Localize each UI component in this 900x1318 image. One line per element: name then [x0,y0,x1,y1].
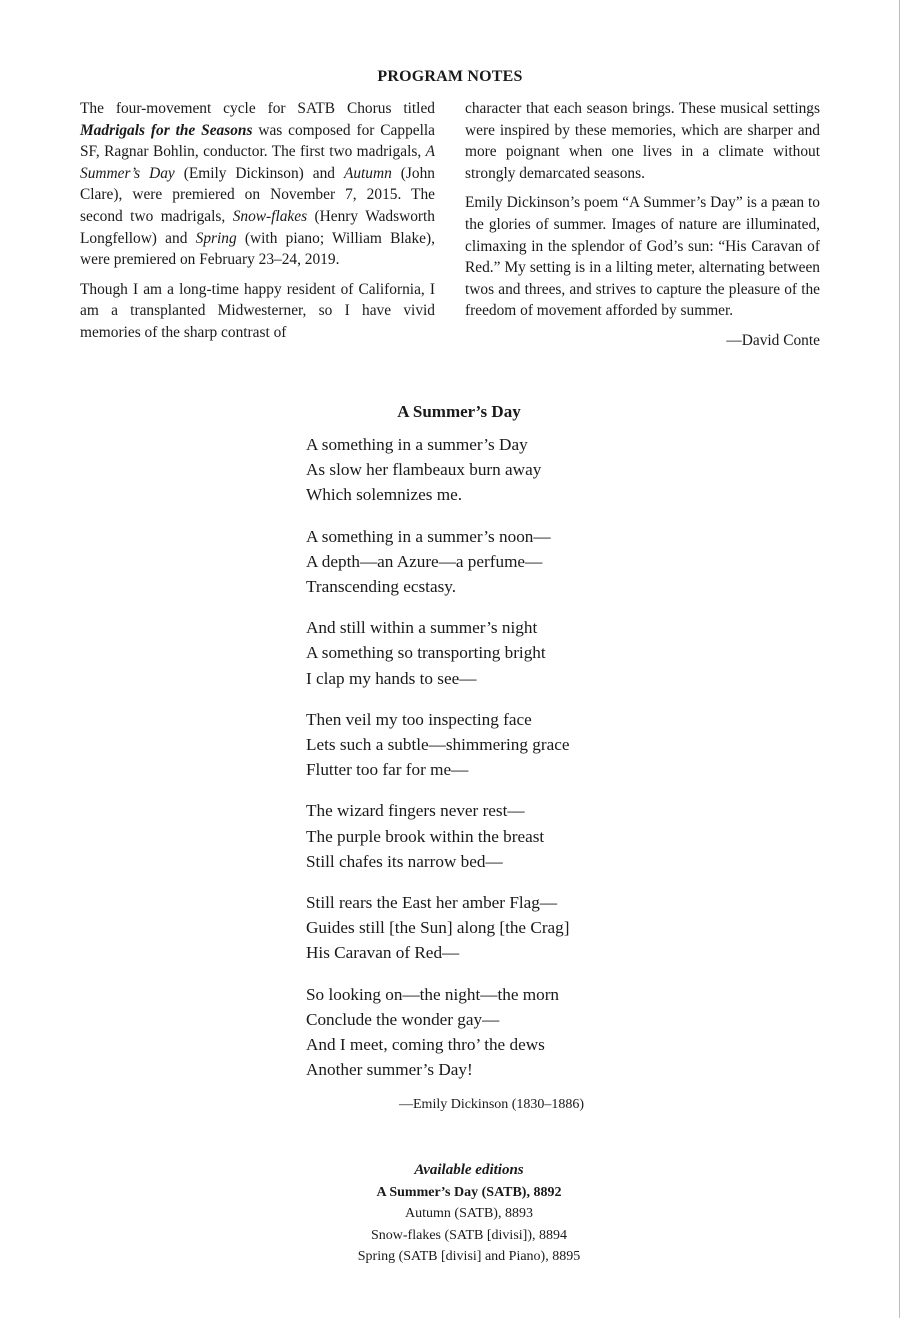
edition-featured: A Summer’s Day (SATB), 8892 [376,1184,562,1200]
poem-line: A something in a summer’s Day [306,435,528,454]
poem-stanza [306,707,570,783]
poem-line: And I meet, coming thro’ the dews [306,1035,545,1055]
notes-text-run: (Henry Wadsworth Longfellow) and [80,207,435,247]
poem-line: So looking on—the night—the morn [306,984,560,1004]
notes-text-run: (with piano; William Blake), were premiered on February 23–24, 2019. [80,229,435,269]
notes-text-run: A Summer’s Day [80,143,435,182]
notes-text-run: was composed for Cappella SF, Ragnar Bohlin, conductor. The first two madrigals, [80,121,435,161]
poem-line: A something in a summer’s noon— [306,526,551,546]
poem-line: Guides still [the Sun] along [the Crag] [306,918,570,938]
poem-line: Flutter too far for me— [306,760,469,780]
notes-text-run: Autumn [343,164,392,182]
poem-line: As slow her flambeaux burn away [306,460,542,480]
poem-line: The wizard fingers never rest— [306,801,525,821]
available-editions [0,1160,900,1268]
poem-body [306,432,570,1098]
notes-column-right [465,98,820,352]
poem-line: Then veil my too inspecting face [306,709,532,729]
notes-text-run: Snow-flakes [232,207,308,225]
poem-line: I clap my hands to see— [306,668,477,688]
poem-stanza [306,432,570,508]
poem-attribution: —Emily Dickinson (1830–1886) [399,1097,585,1112]
notes-paragraph-1 [80,98,435,271]
notes-paragraph-3: character that each season brings. These musical settings were inspired by these memories, which are sharper and more poignant when one lives in a climate without strongly demarcated seasons. [465,100,820,182]
poem-stanza [306,982,570,1083]
notes-signature: —David Conte [726,331,820,349]
poem-line: His Caravan of Red— [306,943,460,963]
poem-line: Which solemnizes me. [306,485,463,505]
poem-line: Another summer’s Day! [306,1060,473,1080]
edition-item: Autumn (SATB), 8893 [405,1206,533,1221]
poem-line: Still rears the East her amber Flag— [306,893,558,913]
poem-stanza [306,615,570,691]
poem-line: A something so transporting bright [306,643,546,663]
poem-line: A depth—an Azure—a perfume— [306,551,543,571]
poem-stanza [306,890,570,966]
poem-line: Lets such a subtle—shimmering grace [306,735,570,755]
poem-stanza [306,798,570,874]
notes-paragraph-2: Though I am a long-time happy resident of California, I am a transplanted Midwesterner, so I have vivid memories of the sharp contrast of [80,280,435,341]
notes-text-run: (Emily Dickinson) and [174,164,344,182]
notes-paragraph-4: Emily Dickinson’s poem “A Summer’s Day” is a pæan to the glories of summer. Images of nature are illuminated, climaxing in the splendor of God’s sun: “His Caravan of Red.” My setting is in a lilting meter, alternating between twos and threes, and strives to capture the pleasure of the freedom of movement afforded by summer. [465,194,820,320]
notes-text-run: Madrigals for the Seasons [80,121,253,139]
program-notes-heading: PROGRAM NOTES [377,68,523,85]
edition-item: Snow-flakes (SATB [divisi]), 8894 [371,1227,567,1243]
poem-line: The purple brook within the breast [306,826,545,846]
editions-heading: Available editions [414,1162,524,1178]
poem-line: Transcending ecstasy. [306,577,457,597]
poem-title: A Summer’s Day [397,402,521,421]
notes-text-run: (John Clare), were premiered on November 7, 2015. The second two madrigals, [80,164,435,225]
poem-stanza [306,524,570,600]
notes-column-left [80,98,435,352]
edition-item: Spring (SATB [divisi] and Piano), 8895 [357,1249,581,1264]
poem-line: Conclude the wonder gay— [306,1009,500,1029]
notes-text-run: Spring [195,229,237,247]
poem-line: Still chafes its narrow bed— [306,851,503,871]
notes-text-run: The four-movement cycle for SATB Chorus titled [80,100,435,117]
poem-line: And still within a summer’s night [306,618,538,638]
